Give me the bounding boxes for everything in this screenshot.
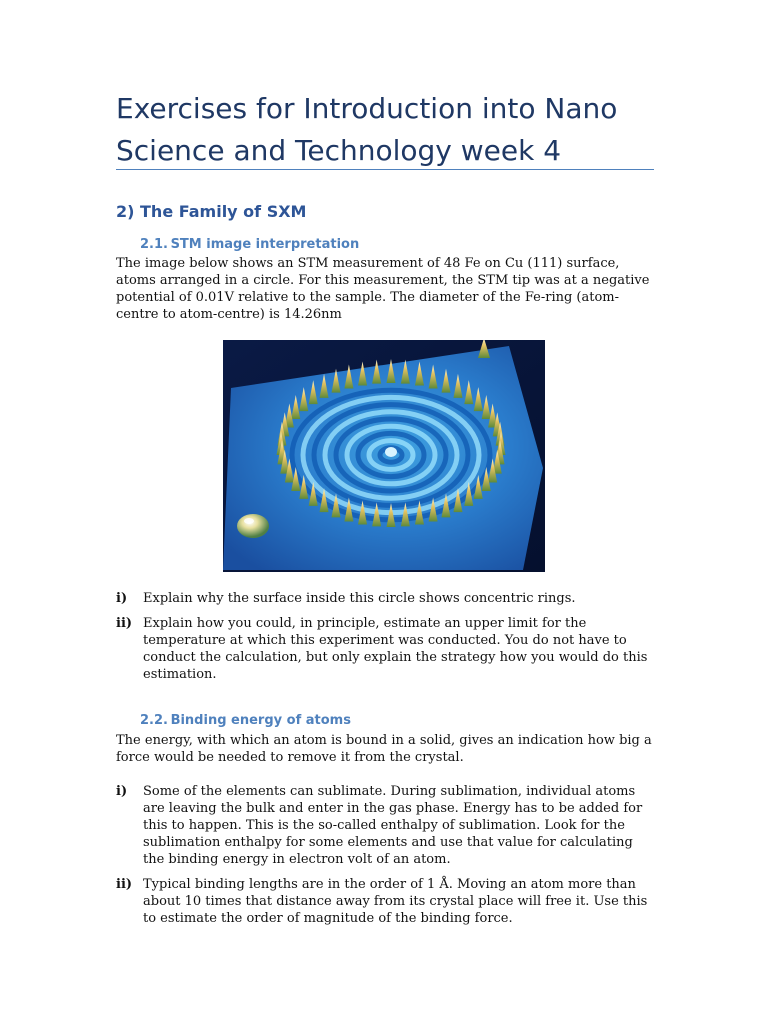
title-divider (116, 169, 654, 170)
stm-quantum-corral-image (223, 340, 545, 572)
subsection-heading-binding: 2.2. Binding energy of atoms (140, 713, 351, 728)
question-2-2-ii (116, 876, 656, 927)
question-text: Explain how you could, in principle, estimate an upper limit for the temperature at which this experiment was conducted. You do not have to conduct the calculation, but only explain the strategy how you would do this estimation. (143, 616, 648, 682)
question-label: i) (116, 591, 128, 606)
page-title: Exercises for Introduction into Nano Science and Technology week 4 (116, 92, 618, 167)
question-2-2-i (116, 783, 656, 868)
question-2-1-ii (116, 615, 656, 683)
question-text: Some of the elements can sublimate. During sublimation, individual atoms are leaving the bulk and enter in the gas phase. Energy has to be added for this to happen. This is the so-called enthalpy of sublimation. Look for the sublimation enthalpy for some elements and use that value for calculating the binding energy in electron volt of an atom. (143, 784, 643, 867)
subsection-heading-stm: 2.1. STM image interpretation (140, 237, 360, 252)
question-label: i) (116, 784, 128, 799)
center-peak (385, 447, 397, 457)
question-2-1-i (116, 590, 656, 607)
stm-intro-paragraph: The image below shows an STM measurement of 48 Fe on Cu (111) surface, atoms arranged in a circle. For this measurement, the STM tip was at a negative potential of 0.01V relative to the sample. The diameter of the Fe-ring (atom-centre to atom-centre) is 14.26nm (116, 256, 650, 322)
section-heading: 2) The Family of SXM (116, 202, 307, 221)
question-text: Explain why the surface inside this circle shows concentric rings. (143, 591, 576, 606)
question-text: Typical binding lengths are in the order of 1 Å. Moving an atom more than about 10 times that distance away from its crystal place will free it. Use this to estimate the order of magnitude of the binding force. (143, 877, 648, 926)
binding-intro-paragraph: The energy, with which an atom is bound in a solid, gives an indication how big a force would be needed to remove it from the crystal. (116, 733, 652, 765)
question-label: ii) (116, 877, 133, 892)
question-label: ii) (116, 616, 133, 631)
